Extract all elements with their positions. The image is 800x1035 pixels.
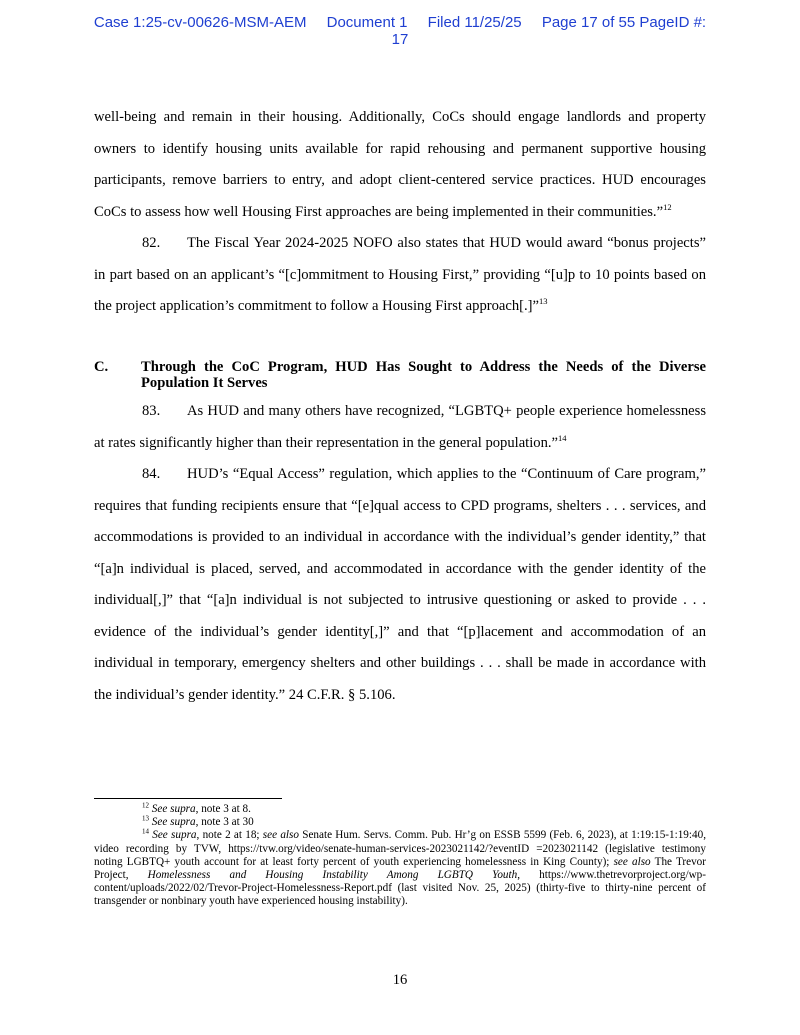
footnote-ref-12: 12 <box>663 201 672 212</box>
paragraph-82-text: The Fiscal Year 2024-2025 NOFO also states that HUD would award “bonus projects” in part based on an applicant’s “[c]ommitment to Housing First,” providing “[u]p to 10 points based on the project application’s commitment to follow a Housing First approach[.]” <box>94 235 706 314</box>
footnote-ref-14: 14 <box>558 432 567 443</box>
footnotes <box>94 803 706 909</box>
footnote-text: , https://www.thetrevorproject.org/wp-content/uploads/2022/02/Trevor-Project-Homelessness-Report.pdf (last visited Nov. 25, 2025) (thirty-five to thirty-nine percent of transgender or nonbinary youth have experienced housing instability). <box>94 869 706 908</box>
paragraph-84-text: HUD’s “Equal Access” regulation, which applies to the “Continuum of Care program,” requires that funding recipients ensure that “[e]qual access to CPD programs, shelters . . . services, and accommodations is provided to an individual in accordance with the individual’s gender identity,” that “[a]n individual is placed, served, and accommodated in accordance with the gender identity of the individual[,]” that “[a]n individual is not subjected to intrusive questioning or asked to provide . . . evidence of the individual’s gender identity[,]” and that “[p]lacement and accommodation of an individual in temporary, emergency shelters and other buildings . . . shall be made in accordance with the individual’s gender identity.” 24 C.F.R. § 5.106. <box>94 466 706 703</box>
footnote-source-title: Homelessness and Housing Instability Among LGBTQ Youth <box>147 869 518 882</box>
footnote-text: , note 2 at 18; <box>196 829 263 842</box>
paragraph-83 <box>94 396 706 459</box>
section-title: Through the CoC Program, HUD Has Sought to Address the Needs of the Diverse Population It Serves <box>141 359 706 391</box>
header-page-info: Page 17 of 55 PageID #: <box>541 14 707 31</box>
footnote-signal: See supra <box>151 816 196 829</box>
footnote-13 <box>94 816 706 829</box>
header-document: Document 1 <box>326 14 408 31</box>
body-text-top <box>94 102 706 323</box>
paragraph-continued <box>94 102 706 228</box>
page-number: 16 <box>392 972 408 988</box>
paragraph-83-text: As HUD and many others have recognized, “LGBTQ+ people experience homelessness at rates significantly higher than their representation in the general population.” <box>94 403 706 451</box>
footnote-signal: see also <box>262 829 299 842</box>
footnote-text: , note 3 at 30 <box>195 816 254 829</box>
footnote-number: 14 <box>142 827 149 836</box>
footnote-text: The Trevor Project, <box>94 855 706 882</box>
footnote-14 <box>94 829 706 908</box>
footnote-text: Senate Hum. Servs. Comm. Pub. Hr’g on ESSB 5599 (Feb. 6, 2023), at 1:19:15-1:19:40, video recording by TVW, https://tvw.org/video/senate-human-services-2023021142/?eventID =2023021142 (legislative testimony noting LGBTQ+ youth account for at least forty percent of youth experiencing homelessness in King County); <box>94 829 706 868</box>
section-letter: C. <box>94 359 109 375</box>
paragraph-82 <box>94 228 706 323</box>
footnote-signal: See supra <box>151 803 196 815</box>
section-heading-c <box>94 359 706 391</box>
ecf-header <box>0 14 800 48</box>
footnote-ref-13: 13 <box>539 296 548 307</box>
paragraph-number-82: 82. <box>142 235 161 251</box>
footnote-text: , note 3 at 8. <box>195 803 251 815</box>
header-case-number: Case 1:25-cv-00626-MSM-AEM <box>93 14 307 31</box>
header-page-id: 17 <box>391 31 409 48</box>
header-filed-date: Filed 11/25/25 <box>427 14 522 31</box>
footnote-signal: see also <box>613 855 651 868</box>
footnote-number: 12 <box>142 801 149 810</box>
footnote-signal: See supra <box>152 829 197 842</box>
body-text-bottom <box>94 396 706 711</box>
footnote-divider <box>94 798 282 799</box>
paragraph-number-84: 84. <box>142 466 161 482</box>
paragraph-84 <box>94 459 706 711</box>
paragraph-number-83: 83. <box>142 403 161 419</box>
footnote-number: 13 <box>142 814 149 823</box>
paragraph-continued-text: well-being and remain in their housing. Additionally, CoCs should engage landlords and property owners to identify housing units available for rapid rehousing and permanent supportive housing participants, remove barriers to entry, and adopt client-centered service practices. HUD encourages CoCs to assess how well Housing First approaches are being implemented in their communities.” <box>94 109 706 220</box>
footnote-12 <box>94 803 706 816</box>
